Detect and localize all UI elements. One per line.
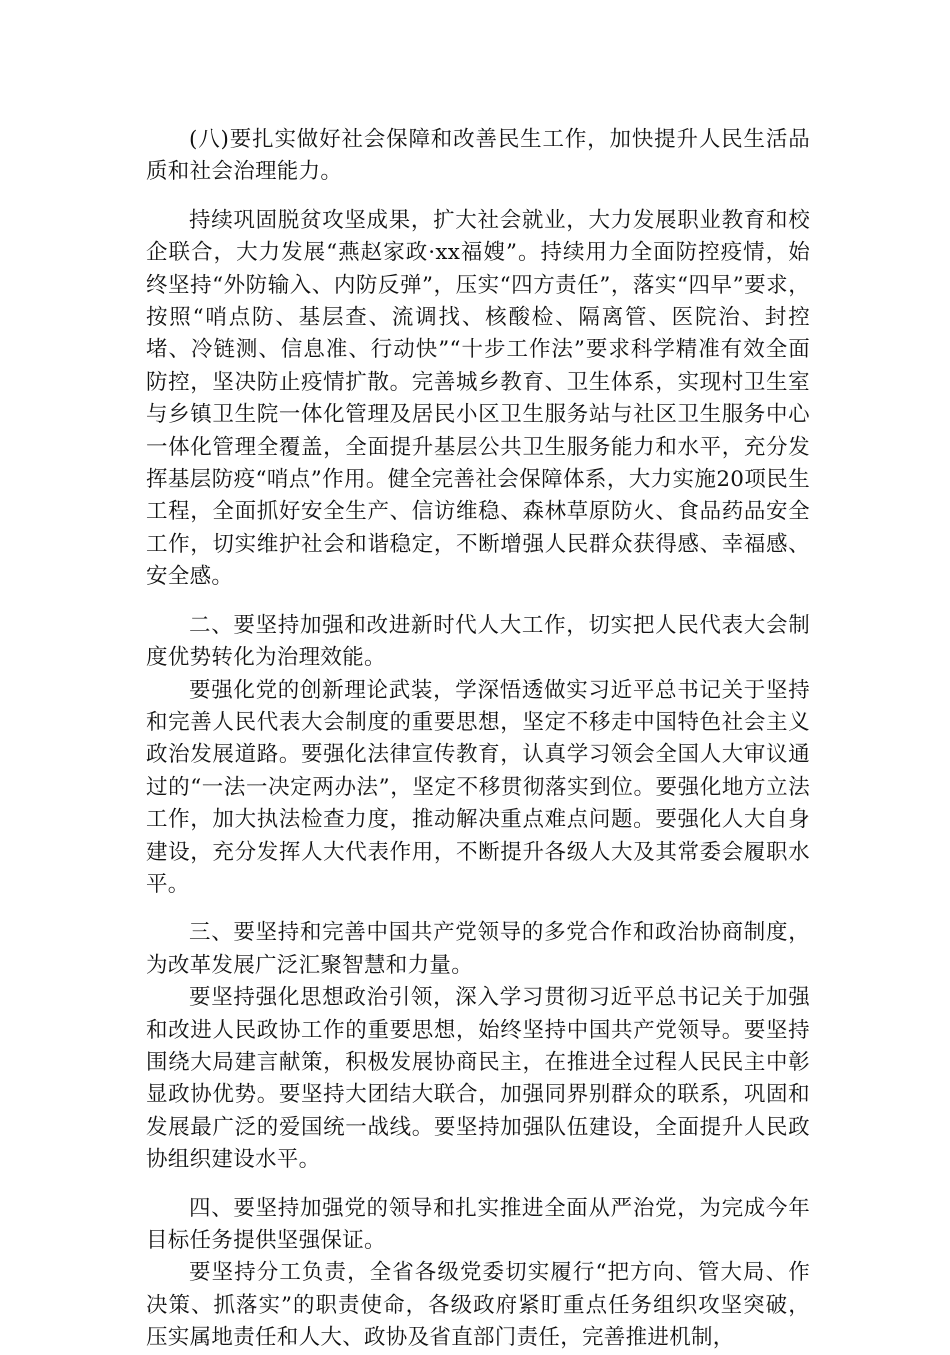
npc-work-paragraph: 要强化党的创新理论武装，学深悟透做实习近平总书记关于坚持和完善人民代表大会制度的重要思想，坚定不移走中国特色社会主义政治发展道路。要强化法律宣传教育，认真学习领会全国人大审议通过的“一法一决定两办法”，坚定不移贯彻落实到位。要强化地方立法工作，加大执法检查力度，推动解决重点难点问题。要强化人大自身建设，充分发挥人大代表作用，不断提升各级人大及其常委会履职水平。 [146,677,810,897]
section-three-heading: 三、要坚持和完善中国共产党领导的多党合作和政治协商制度，为改革发展广泛汇聚智慧和力量。 [146,920,810,978]
section-eight-heading: (八)要扎实做好社会保障和改善民生工作，加快提升人民生活品质和社会治理能力。 [146,127,810,185]
section-two-heading: 二、要坚持加强和改进新时代人大工作，切实把人民代表大会制度优势转化为治理效能。 [146,612,810,671]
livelihood-paragraph: 持续巩固脱贫攻坚成果，扩大社会就业，大力发展职业教育和校企联合，大力发展“燕赵家政·xx福嫂”。持续用力全面防控疫情，始终坚持“外防输入、内防反弹”，压实“四方责任”，落实“四早”要求，按照“哨点防、基层查、流调找、核酸检、隔离管、医院治、封控堵、冷链测、信息准、行动快”“十步工作法”要求科学精准有效全面防控，坚决防止疫情扩散。完善城乡教育、卫生体系，实现村卫生室与乡镇卫生院一体化管理及居民小区卫生服务站与社区卫生服务中心一体化管理全覆盖，全面提升基层公共卫生服务能力和水平，充分发挥基层防疫“哨点”作用。健全完善社会保障体系，大力实施20项民生工程，全面抓好安全生产、信访维稳、森林草原防火、食品药品安全工作，切实维护社会和谐稳定，不断增强人民群众获得感、幸福感、安全感。 [146,207,810,590]
party-leadership-paragraph: 要坚持分工负责，全省各级党委切实履行“把方向、管大局、作决策、抓落实”的职责使命，各级政府紧盯重点任务组织攻坚突破，压实属地责任和人大、政协及省直部门责任，完善推进机制， [146,1260,810,1351]
cppcc-work-paragraph: 要坚持强化思想政治引领，深入学习贯彻习近平总书记关于加强和改进人民政协工作的重要思想，始终坚持中国共产党领导。要坚持围绕大局建言献策，积极发展协商民主，在推进全过程人民民主中彰显政协优势。要坚持大团结大联合，加强同界别群众的联系，巩固和发展最广泛的爱国统一战线。要坚持加强队伍建设，全面提升人民政协组织建设水平。 [146,985,810,1173]
section-four-heading: 四、要坚持加强党的领导和扎实推进全面从严治党，为完成今年目标任务提供坚强保证。 [146,1195,810,1253]
document-body [146,124,810,1355]
